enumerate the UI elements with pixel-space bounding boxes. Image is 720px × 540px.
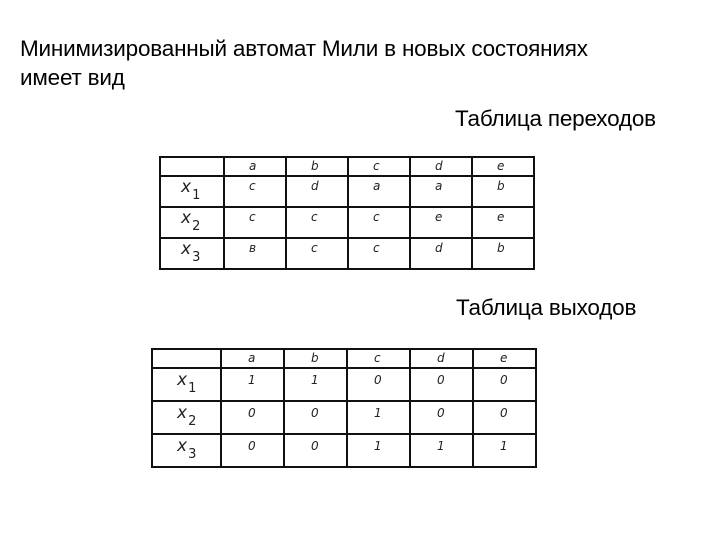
cell-value: c [249,179,256,193]
cell-value: c [373,210,380,224]
cell-value: 0 [437,406,445,420]
row-label-sub: 1 [188,381,197,396]
cell-value: 1 [374,439,382,453]
column-header [410,349,473,368]
row-header [160,176,224,207]
row-label [153,402,220,429]
table-cell [410,207,472,238]
cell-value: a [373,179,381,193]
row-header [152,434,221,467]
row-label [161,208,223,234]
row-label [153,435,220,462]
cell-value: e [435,210,443,224]
table-cell [410,368,473,401]
row-label-var: x [177,370,188,390]
cell-value: 1 [374,406,382,420]
column-header-label: e [497,159,505,173]
table-header-row [160,157,534,176]
table-cell [286,176,348,207]
cell-value: c [311,210,318,224]
cell-value: 0 [437,373,445,387]
table-cell [224,176,286,207]
row-label [161,177,223,203]
column-header [347,349,410,368]
table-cell [286,207,348,238]
column-header-label: c [374,351,381,365]
table-cell [410,176,472,207]
column-header [410,157,472,176]
table-cell [224,238,286,269]
table-cell [224,207,286,238]
row-header [160,207,224,238]
table-cell [473,401,536,434]
intro-line-1: Минимизированный автомат Мили в новых состояниях [20,36,588,61]
cell-value: 0 [248,406,256,420]
table-header-row [152,349,536,368]
row-header [160,238,224,269]
cell-value: e [497,210,505,224]
table-cell [348,207,410,238]
table-row [152,368,536,401]
column-header-label: c [373,159,380,173]
row-header [152,368,221,401]
table-cell [221,434,284,467]
cell-value: d [311,179,319,193]
column-header-label: a [249,159,257,173]
column-header-label: d [437,351,445,365]
table-cell [347,434,410,467]
intro-line-2: имеет вид [20,65,125,90]
column-header [284,349,347,368]
table-cell [284,368,347,401]
table-cell [410,238,472,269]
cell-value: 0 [500,373,508,387]
table-cell [347,401,410,434]
intro-text [20,34,710,92]
cell-value: 1 [311,373,319,387]
table-cell [472,238,534,269]
table-cell [410,434,473,467]
cell-value: c [311,241,318,255]
row-label-sub: 1 [192,188,201,203]
table-row [160,238,534,269]
cell-value: 0 [374,373,382,387]
output-table [151,348,537,468]
table-cell [284,434,347,467]
cell-value: 0 [248,439,256,453]
table-cell [348,176,410,207]
table-row [160,207,534,238]
column-header [473,349,536,368]
row-label-sub: 2 [192,219,201,234]
column-header [224,157,286,176]
table-cell [286,238,348,269]
table-row [152,434,536,467]
table-cell [221,401,284,434]
cell-value: 1 [248,373,256,387]
column-header [472,157,534,176]
row-label [161,239,223,265]
cell-value: b [497,179,505,193]
column-header [221,349,284,368]
cell-value: a [435,179,443,193]
row-label-sub: 3 [188,447,197,462]
table-cell [472,207,534,238]
cell-value: b [497,241,505,255]
row-label-var: x [181,208,192,228]
transition-table [159,156,535,270]
cell-value: c [249,210,256,224]
cell-value: 0 [500,406,508,420]
row-label-sub: 2 [188,414,197,429]
row-label [153,369,220,396]
table-cell [348,238,410,269]
table-cell [221,368,284,401]
cell-value: c [373,241,380,255]
table-cell [472,176,534,207]
table-cell [347,368,410,401]
table-cell [284,401,347,434]
column-header-label: b [311,159,319,173]
row-label-var: x [177,436,188,456]
row-label-var: x [177,403,188,423]
table-cell [473,368,536,401]
cell-value: d [435,241,443,255]
table-cell [473,434,536,467]
column-header [348,157,410,176]
output-table-wrapper [151,348,537,468]
row-label-sub: 3 [192,250,201,265]
table-row [160,176,534,207]
cell-value: 0 [311,406,319,420]
row-label-var: x [181,239,192,259]
cell-value: 0 [311,439,319,453]
table-row [152,401,536,434]
table-corner-cell [160,157,224,176]
cell-value: в [249,241,257,255]
table-corner-cell [152,349,221,368]
cell-value: 1 [437,439,445,453]
column-header-label: a [248,351,256,365]
row-header [152,401,221,434]
row-label-var: x [181,177,192,197]
column-header [286,157,348,176]
table-cell [410,401,473,434]
cell-value: 1 [500,439,508,453]
output-table-caption: Таблица выходов [456,295,637,320]
transition-table-wrapper [159,156,535,270]
column-header-label: d [435,159,443,173]
column-header-label: b [311,351,319,365]
column-header-label: e [500,351,508,365]
transition-table-caption: Таблица переходов [455,106,656,131]
